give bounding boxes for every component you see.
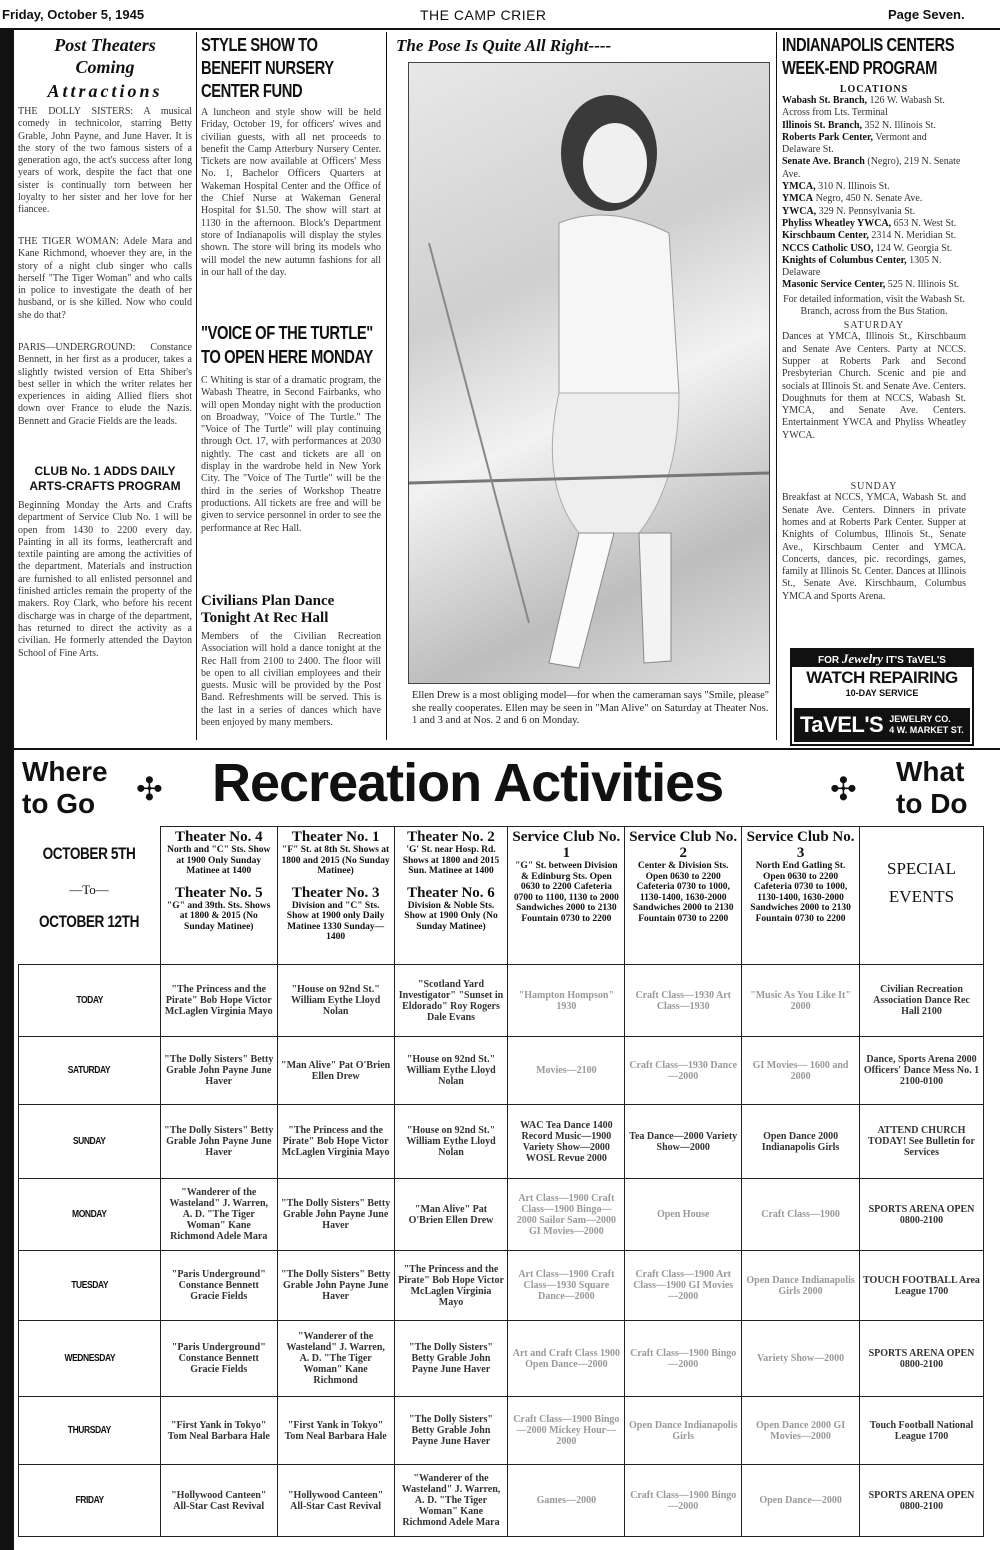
location-address: 329 N. Pennsylvania St.: [816, 205, 916, 217]
banner-ornament-left: ✣: [136, 771, 163, 807]
ad-brand: TaVEL'S: [800, 712, 884, 737]
sunday-heading: SUNDAY: [850, 481, 898, 493]
location-item: [782, 120, 966, 132]
column-rule-2: [386, 32, 387, 740]
venue-details: Center & Division Sts. Open 0630 to 2200 Cafeteria 0730 to 1000, 1130-1400, 1630-2000 Sandwiches 2000 to 2130 Fountain 0730 to 2200: [632, 861, 734, 924]
location-name: Kirschbaum Center,: [782, 230, 869, 242]
banner-what-to-do: [896, 756, 968, 820]
schedule-row: [19, 1321, 984, 1397]
banner-what: What: [896, 756, 965, 787]
date-to: —To—: [69, 882, 109, 897]
banner-ornament-right: ✣: [830, 771, 857, 807]
schedule-entry: "Wanderer of the Wasteland" J. Warren, A. D. "The Tiger Woman" Kane Richmond Adele Mara: [394, 1465, 508, 1537]
schedule-entry: ATTEND CHURCH TODAY! See Bulletin for Services: [860, 1105, 984, 1179]
banner-to-go: to Go: [22, 788, 96, 819]
header-paper-name: THE CAMP CRIER: [420, 7, 547, 23]
column-rule-1: [196, 32, 197, 740]
schedule-entry: Art Class—1900 Craft Class—1900 Bingo—2000 Sailor Sam—2000 GI Movies—2000: [508, 1179, 625, 1251]
schedule-entry: "Hollywood Canteen" All-Star Cast Revival: [277, 1465, 394, 1537]
location-name: YMCA: [782, 193, 814, 205]
schedule-entry: "Paris Underground" Constance Bennett Gracie Fields: [160, 1321, 277, 1397]
location-address: Vermont and Delaware St.: [782, 131, 927, 156]
article-tiger-woman: THE TIGER WOMAN: Adele Mara and Kane Richmond, whoever they are, in the story of a night club singer who calls herself "The Tiger Woman" and who calls in police to investigate the death of her husband, or is she killed. Now who could she do that?: [18, 236, 192, 321]
location-address: 126 W. Wabash St. Across from Lts. Terminal: [782, 95, 945, 119]
day-name: TODAY: [76, 995, 103, 1006]
schedule-row: [19, 1251, 984, 1321]
club-no1-headline: CLUB No. 1 ADDS DAILY ARTS-CRAFTS PROGRAM: [29, 464, 181, 493]
ad-top-band: [792, 650, 972, 667]
schedule-row: [19, 1397, 984, 1465]
date-start: OCTOBER 5TH: [42, 844, 136, 863]
article-dolly-sisters: THE DOLLY SISTERS: A musical comedy in technicolor, starring Betty Grable, John Payne, and June Haver. It is the story of the two famous sisters of a generation ago, the act's success after long years of work, despite the fact that one sister is continually torn between her loyalty to her sister and her love for her fiancee.: [18, 106, 192, 216]
venue-name: Theater No. 1: [291, 829, 380, 845]
schedule-entry: SPORTS ARENA OPEN 0800-2100: [860, 1179, 984, 1251]
location-address: 2314 N. Meridian St.: [868, 230, 957, 242]
tavels-advertisement: [790, 648, 974, 746]
ad-address-block: [889, 714, 964, 736]
voice-of-turtle-headline: "VOICE OF THE TURTLE" TO OPEN HERE MONDAY: [201, 323, 373, 367]
schedule-entry: Open House: [625, 1179, 742, 1251]
schedule-entry: Craft Class—1930 Dance—2000: [625, 1037, 742, 1105]
location-address: 1305 N. Delaware: [782, 254, 942, 279]
day-label: [19, 1321, 161, 1397]
ad-brand-sub1: JEWELRY CO.: [889, 714, 951, 724]
schedule-row: [19, 1105, 984, 1179]
location-name: YMCA,: [782, 181, 816, 193]
ad-brand-sub2: 4 W. MARKET ST.: [889, 725, 964, 735]
ad-jewelry: Jewelry: [841, 651, 884, 666]
ad-service: 10-DAY SERVICE: [845, 688, 919, 698]
venue-details: North and "C" Sts. Show at 1900 Only Sunday Matinee at 1400: [167, 845, 271, 876]
schedule-entry: Civilian Recreation Association Dance Rec Hall 2100: [860, 965, 984, 1037]
schedule-entry: Variety Show—2000: [742, 1321, 860, 1397]
location-item: [782, 279, 966, 291]
schedule-entry: WAC Tea Dance 1400 Record Music—1900 Variety Show—2000 WOSL Revue 2000: [508, 1105, 625, 1179]
day-label: [19, 1179, 161, 1251]
schedule-row: [19, 1179, 984, 1251]
schedule-entry: "Paris Underground" Constance Bennett Gracie Fields: [160, 1251, 277, 1321]
schedule-entry: Craft Class—1900 Bingo—2000: [625, 1465, 742, 1537]
day-label: [19, 1105, 161, 1179]
header-date: Friday, October 5, 1945: [2, 7, 145, 22]
schedule-entry: "First Yank in Tokyo" Tom Neal Barbara Hale: [277, 1397, 394, 1465]
venue-name: Service Club No. 1: [512, 829, 621, 861]
venue-name: Theater No. 2: [407, 829, 495, 845]
location-item: [782, 255, 966, 280]
day-label: [19, 965, 161, 1037]
schedule-entry: "Man Alive" Pat O'Brien Ellen Drew: [394, 1179, 508, 1251]
schedule-row: [19, 965, 984, 1037]
venue-details: North End Gatling St. Open 0630 to 2200 Cafeteria 0730 to 1000, 1130-1400, 1630-2000 Sandwiches 2000 to 2130 Fountain 0730 to 2200: [750, 861, 851, 924]
venue-name: Service Club No. 2: [629, 829, 738, 861]
schedule-entry: SPORTS ARENA OPEN 0800-2100: [860, 1465, 984, 1537]
attractions-title: Attractions: [47, 81, 163, 101]
location-name: Senate Ave. Branch: [782, 156, 865, 168]
article-civilians-dance: Members of the Civilian Recreation Association will hold a dance tonight at the Rec Hall from 2100 to 2400. The floor will be open to all civilian employees and their guests. Music will be provided by the Post Band. Refreshments will be served. This is the last in a series of dances which have been enjoyed by many members.: [201, 631, 381, 729]
venue-header-cell: [742, 827, 860, 965]
saturday-heading: SATURDAY: [843, 320, 905, 332]
schedule-entry: GI Movies— 1600 and 2000: [742, 1037, 860, 1105]
day-label: [19, 1397, 161, 1465]
column-post-theaters: [18, 34, 192, 739]
schedule-entry: Open Dance 2000 GI Movies—2000: [742, 1397, 860, 1465]
schedule-entry: "Scotland Yard Investigator" "Sunset in Eldorado" Roy Rogers Dale Evans: [394, 965, 508, 1037]
location-item: [782, 243, 966, 255]
ad-its-tavels: IT'S TaVEL'S: [885, 655, 946, 666]
schedule-entry: "The Princess and the Pirate" Bob Hope Victor McLaglen Virginia Mayo: [277, 1105, 394, 1179]
location-item: [782, 218, 966, 230]
location-name: Wabash St. Branch,: [782, 95, 868, 106]
day-label: [19, 1251, 161, 1321]
schedule-table: [18, 826, 984, 1537]
venue-details: Division & Noble Sts. Show at 1900 Only (No Sunday Matinee): [404, 900, 498, 932]
venue-header-cell: [860, 827, 984, 965]
schedule-entry: "Man Alive" Pat O'Brien Ellen Drew: [277, 1037, 394, 1105]
schedule-entry: Tea Dance—2000 Variety Show—2000: [625, 1105, 742, 1179]
ad-for: FOR: [818, 655, 840, 666]
schedule-row: [19, 1037, 984, 1105]
schedule-header-row: [19, 827, 984, 965]
venue-details: Division and "C" Sts. Show at 1900 only Daily Matinee 1330 Sunday—1400: [286, 900, 385, 942]
location-address: 653 N. West St.: [891, 217, 957, 229]
schedule-entry: Games—2000: [508, 1465, 625, 1537]
schedule-row: [19, 1465, 984, 1537]
schedule-entry: "House on 92nd St." William Eythe Lloyd Nolan: [394, 1105, 508, 1179]
venue-name: Theater No. 3: [291, 884, 380, 901]
date-range-cell: [19, 827, 161, 965]
style-show-headline: STYLE SHOW TO BENEFIT NURSERY CENTER FUND: [201, 35, 334, 101]
banner-where-to-go: [22, 756, 108, 820]
venue-details: "G" St. between Division & Edinburg Sts. Open 0630 to 2200 Cafeteria 0700 to 1100, 1130 to 2000 Sandwiches 2000 to 2130 Fountain 0730 to 2200: [513, 861, 619, 924]
venue-name: Theater No. 6: [407, 884, 495, 901]
venue-header-cell: [160, 827, 277, 965]
banner-to-do: to Do: [896, 788, 968, 819]
schedule-entry: Art and Craft Class 1900 Open Dance—2000: [508, 1321, 625, 1397]
schedule-entry: "Hollywood Canteen" All-Star Cast Revival: [160, 1465, 277, 1537]
article-arts-crafts: Beginning Monday the Arts and Crafts department of Service Club No. 1 will be open from 1430 to 2200 every day. Painting in all its forms, leathercraft and textile painting are among the activities of the department. Materials and instruction are furnished to all enlisted personnel and finished articles remain the property of the makers. Roy Clark, who before his recent discharge was in charge of the department, has returned to direct the activity as a civilian. He formerly attended the Dayton School of Fine Arts.: [18, 500, 192, 659]
schedule-entry: Craft Class—1900: [742, 1179, 860, 1251]
venue-name: Theater No. 5: [174, 884, 263, 901]
location-address: 310 N. Illinois St.: [815, 181, 890, 193]
schedule-entry: Craft Class—1900 Bingo—2000: [625, 1321, 742, 1397]
venue-details: "F" St. at 8th St. Shows at 1800 and 2015 (No Sunday Matinee): [281, 845, 390, 876]
venue-name: Theater No. 4: [174, 829, 263, 845]
location-name: Roberts Park Center,: [782, 131, 874, 143]
column-indianapolis: [782, 34, 966, 644]
location-address: 352 N. Illinois St.: [862, 119, 936, 131]
binding-edge: [0, 30, 14, 1550]
ad-watch-repairing: WATCH REPAIRING: [806, 668, 958, 687]
location-item: [782, 95, 966, 120]
schedule-entry: "The Dolly Sisters" Betty Grable John Payne June Haver: [277, 1179, 394, 1251]
schedule-entry: "The Dolly Sisters" Betty Grable John Payne June Haver: [277, 1251, 394, 1321]
schedule-entry: "House on 92nd St." William Eythe Lloyd Nolan: [277, 965, 394, 1037]
schedule-entry: Touch Football National League 1700: [860, 1397, 984, 1465]
day-name: SATURDAY: [68, 1065, 111, 1076]
civilians-dance-headline: Civilians Plan Dance Tonight At Rec Hall: [201, 593, 335, 626]
schedule-entry: "The Princess and the Pirate" Bob Hope Victor McLaglen Virginia Mayo: [160, 965, 277, 1037]
day-label: [19, 1037, 161, 1105]
header-page-number: Page Seven.: [888, 7, 965, 22]
ellen-drew-photo: [408, 62, 770, 684]
venue-header-cell: [625, 827, 742, 965]
column-news: [201, 34, 381, 739]
article-paris-underground: PARIS—UNDERGROUND: Constance Bennett, in her first as a producer, takes a slightly twisted version of Etta Shiber's best seller in which the writer relates her experiences in aiding Allied fliers shot down over France to elude the Nazis. Bennett and Gracie Fields are the leads.: [18, 342, 192, 427]
sunday-program: Breakfast at NCCS, YMCA, Wabash St. and Senate Ave. Centers. Dinners in private homes and at Roberts Park Center. Supper at Knights of Columbus, Illinois St., Senate Ave., Kirschbaum Center and YMCA. Concerts, dances, pic. recordings, games, family at Illinois St. Center. Dances at Illinois St., Senate Ave. Kirschbaum, Columbus YMCA and Sports Arena.: [782, 492, 966, 602]
banner-top-rule: [14, 748, 1000, 750]
schedule-entry: "The Princess and the Pirate" Bob Hope Victor McLaglen Virginia Mayo: [394, 1251, 508, 1321]
location-item: [782, 132, 966, 157]
location-item: [782, 156, 966, 181]
schedule-entry: "First Yank in Tokyo" Tom Neal Barbara Hale: [160, 1397, 277, 1465]
schedule-entry: Open Dance 2000 Indianapolis Girls: [742, 1105, 860, 1179]
header-rule: [0, 28, 1000, 30]
location-name: YWCA,: [782, 205, 817, 217]
photo-headline: The Pose Is Quite All Right----: [396, 36, 612, 55]
banner-where: Where: [22, 756, 108, 787]
location-address: 124 W. Georgia St.: [873, 242, 953, 254]
schedule-entry: "Wanderer of the Wasteland" J. Warren, A. D. "The Tiger Woman" Kane Richmond Adele Mara: [160, 1179, 277, 1251]
day-name: WEDNESDAY: [64, 1353, 115, 1364]
coming-title: Coming: [75, 57, 135, 77]
venue-details: "G" and 39th. Sts. Shows at 1800 & 2015 (No Sunday Matinee): [167, 900, 271, 932]
schedule-entry: "Music As You Like It" 2000: [742, 965, 860, 1037]
schedule-entry: Craft Class—1900 Art Class—1900 GI Movies—2000: [625, 1251, 742, 1321]
saturday-program: Dances at YMCA, Illinois St., Kirschbaum and Senate Ave Centers. Party at NCCS. Supper at Roberts Park and Second Presbyterian Church. Scenic and pie and socials at Illinois St. and Senate Ave. Centers. Doughnuts for them at NCCS, Wabash St. YMCA, and Senate Ave. Centers. Entertainment YWCA and Phyliss Wheatley YWCA.: [782, 331, 966, 441]
location-name: Masonic Service Center,: [782, 279, 886, 291]
photo-figure: [409, 63, 769, 683]
schedule-entry: TOUCH FOOTBALL Area League 1700: [860, 1251, 984, 1321]
schedule-entry: Craft Class—1930 Art Class—1930: [625, 965, 742, 1037]
day-name: FRIDAY: [75, 1495, 104, 1506]
schedule-entry: "Wanderer of the Wasteland" J. Warren, A. D. "The Tiger Woman" Kane Richmond: [277, 1321, 394, 1397]
venue-details: 'G' St. near Hosp. Rd. Shows at 1800 and 2015 Sun. Matinee at 1400: [402, 845, 500, 876]
venue-header-cell: [394, 827, 508, 965]
schedule-entry: Craft Class—1900 Bingo—2000 Mickey Hour—2000: [508, 1397, 625, 1465]
location-name: NCCS Catholic USO,: [782, 242, 874, 254]
photo-caption: Ellen Drew is a most obliging model—for when the cameraman says "Smile, please" she really cooperates. Ellen may be seen in "Man Alive" on Saturday at Theater Nos. 1 and 3 and at Nos. 2 and 6 on Monday.: [412, 690, 770, 726]
schedule-entry: "The Dolly Sisters" Betty Grable John Payne June Haver: [394, 1321, 508, 1397]
locations-note: For detailed information, visit the Wabash St. Branch, across from the Bus Station.: [783, 293, 965, 318]
schedule-entry: Open Dance Indianapolis Girls 2000: [742, 1251, 860, 1321]
day-name: THURSDAY: [67, 1425, 111, 1436]
location-item: [782, 230, 966, 242]
indianapolis-headline: INDIANAPOLIS CENTERS WEEK-END PROGRAM: [782, 35, 955, 78]
article-style-show: A luncheon and style show will be held Friday, October 19, for officers' wives and civilian guests, with all net proceeds to benefit the Camp Atterbury Nursery Center. Tickets are now available at Officers' Mess No. 1, Bachelor Officers Quarters at Wakeman Hospital Center and the Office of the Chief Nurse at Wakeman General Hospital for $1.50. The show will start at 1130 in the afternoon. Block's Department store of Indianapolis will display the styles shown. The store will bring its models who will model the new autumn fashions for all in our hall of the day.: [201, 107, 381, 278]
schedule-entry: "The Dolly Sisters" Betty Grable John Payne June Haver: [160, 1037, 277, 1105]
banner-title: Recreation Activities: [212, 753, 724, 813]
venue-name: SPECIAL EVENTS: [887, 859, 956, 906]
venue-name: Service Club No. 3: [746, 829, 855, 861]
day-name: TUESDAY: [70, 1280, 108, 1291]
location-name: Knights of Columbus Center,: [782, 254, 907, 266]
location-name: Illinois St. Branch,: [782, 119, 863, 131]
venue-header-cell: [277, 827, 394, 965]
location-item: [782, 193, 966, 205]
locations-list: [782, 95, 966, 292]
column-rule-3: [776, 32, 777, 740]
location-item: [782, 181, 966, 193]
day-label: [19, 1465, 161, 1537]
schedule-entry: Open Dance—2000: [742, 1465, 860, 1537]
location-name: Phyliss Wheatley YWCA,: [782, 217, 892, 229]
schedule-entry: Movies—2100: [508, 1037, 625, 1105]
date-end: OCTOBER 12TH: [39, 912, 139, 931]
ad-brand-bar: [794, 708, 970, 742]
schedule-entry: "The Dolly Sisters" Betty Grable John Payne June Haver: [160, 1105, 277, 1179]
article-voice-of-turtle: C Whiting is star of a dramatic program, the Wabash Theatre, in Second Fairbanks, who will open Monday night with the production on Broadway, "Voice of The Turtle." The "Voice of The Turtle" will play continuing through Oct. 17, with performances at 2030 nightly. The cast and tickets are all on display in the wardrobe held in New York City. The "Voice of The Turtle" will be the third in the series of Workshop Theatre productions. All tickets are free and will be given to service personnel in order to see the performance at Rec Hall.: [201, 375, 381, 534]
schedule-entry: SPORTS ARENA OPEN 0800-2100: [860, 1321, 984, 1397]
schedule-entry: "Hampton Hompson" 1930: [508, 965, 625, 1037]
day-name: MONDAY: [72, 1209, 107, 1220]
day-name: SUNDAY: [73, 1136, 106, 1147]
schedule-entry: "The Dolly Sisters" Betty Grable John Payne June Haver: [394, 1397, 508, 1465]
schedule-entry: "House on 92nd St." William Eythe Lloyd Nolan: [394, 1037, 508, 1105]
post-theaters-title: Post Theaters: [54, 35, 156, 55]
venue-header-cell: [508, 827, 625, 965]
schedule-entry: Art Class—1900 Craft Class—1930 Square Dance—2000: [508, 1251, 625, 1321]
location-address: 525 N. Illinois St.: [885, 279, 960, 291]
location-item: [782, 206, 966, 218]
location-address: Negro, 450 N. Senate Ave.: [813, 193, 923, 205]
schedule-entry: Open Dance Indianapolis Girls: [625, 1397, 742, 1465]
location-address: (Negro), 219 N. Senate Ave.: [782, 156, 961, 180]
locations-heading: LOCATIONS: [839, 84, 909, 95]
schedule-entry: Dance, Sports Arena 2000 Officers' Dance Mess No. 1 2100-0100: [860, 1037, 984, 1105]
